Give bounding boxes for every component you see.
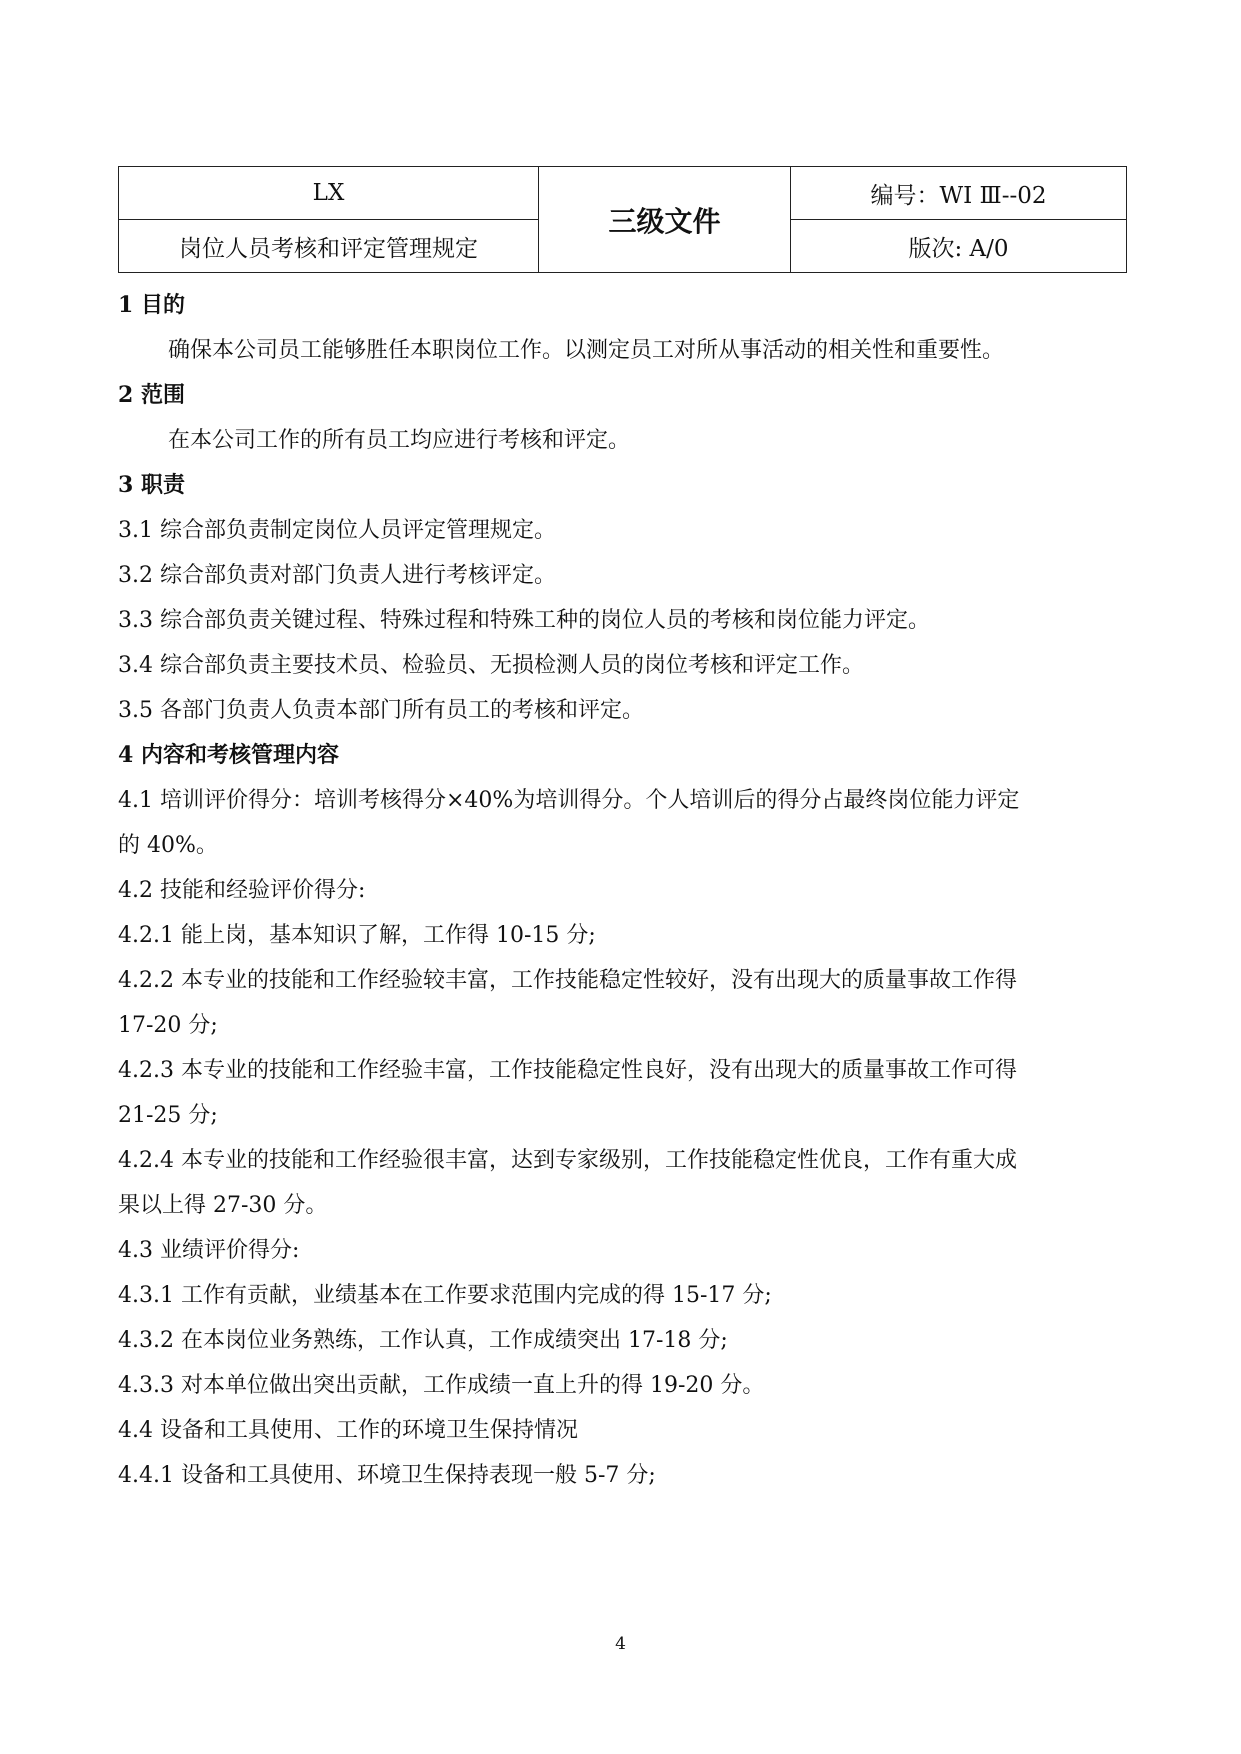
list-item: 4.1 培训评价得分：培训考核得分×40%为培训得分。个人培训后的得分占最终岗位能力评定 [118,788,1020,813]
list-item: 4.2.2 本专业的技能和工作经验较丰富，工作技能稳定性较好，没有出现大的质量事故工作得 [118,968,1017,993]
company-code: LX [119,167,539,220]
list-item: 4.3.3 对本单位做出突出贡献，工作成绩一直上升的得 19-20 分。 [118,1373,765,1398]
list-item: 4.2.4 本专业的技能和工作经验很丰富，达到专家级别，工作技能稳定性优良，工作有重大成 [118,1148,1017,1173]
list-item: 3.4 综合部负责主要技术员、检验员、无损检测人员的岗位考核和评定工作。 [118,653,864,678]
list-item: 3.3 综合部负责关键过程、特殊过程和特殊工种的岗位人员的考核和岗位能力评定。 [118,608,930,633]
section-heading: 3 职责 [118,472,185,498]
paragraph: 确保本公司员工能够胜任本职岗位工作。以测定员工对所从事活动的相关性和重要性。 [168,338,1005,363]
paragraph: 在本公司工作的所有员工均应进行考核和评定。 [168,428,631,453]
document-version: 版次: A/0 [791,220,1127,273]
list-item: 4.3 业绩评价得分: [118,1238,300,1263]
list-item: 4.3.2 在本岗位业务熟练，工作认真，工作成绩突出 17-18 分; [118,1328,728,1353]
list-item: 3.2 综合部负责对部门负责人进行考核评定。 [118,563,556,588]
list-item-continuation: 的 40%。 [118,833,218,858]
section-heading: 1 目的 [118,292,185,318]
document-title: 岗位人员考核和评定管理规定 [119,220,539,273]
list-item-continuation: 果以上得 27-30 分。 [118,1193,328,1218]
list-item: 4.2.3 本专业的技能和工作经验丰富，工作技能稳定性良好，没有出现大的质量事故工作可得 [118,1058,1017,1083]
list-item: 4.2 技能和经验评价得分: [118,878,366,903]
list-item: 3.5 各部门负责人负责本部门所有员工的考核和评定。 [118,698,644,723]
document-number: 编号：WI Ⅲ--02 [791,167,1127,220]
document-level: 三级文件 [539,167,791,273]
list-item-continuation: 17-20 分; [118,1013,218,1038]
list-item-continuation: 21-25 分; [118,1103,218,1128]
document-body [118,283,1128,1498]
section-heading: 4 内容和考核管理内容 [118,742,339,768]
list-item: 3.1 综合部负责制定岗位人员评定管理规定。 [118,518,556,543]
list-item: 4.3.1 工作有贡献，业绩基本在工作要求范围内完成的得 15-17 分; [118,1283,772,1308]
list-item: 4.2.1 能上岗，基本知识了解，工作得 10-15 分; [118,923,596,948]
page-number: 4 [615,1634,626,1654]
list-item: 4.4 设备和工具使用、工作的环境卫生保持情况 [118,1418,578,1443]
section-heading: 2 范围 [118,382,185,408]
document-header-table [118,166,1127,273]
list-item: 4.4.1 设备和工具使用、环境卫生保持表现一般 5-7 分; [118,1463,656,1488]
